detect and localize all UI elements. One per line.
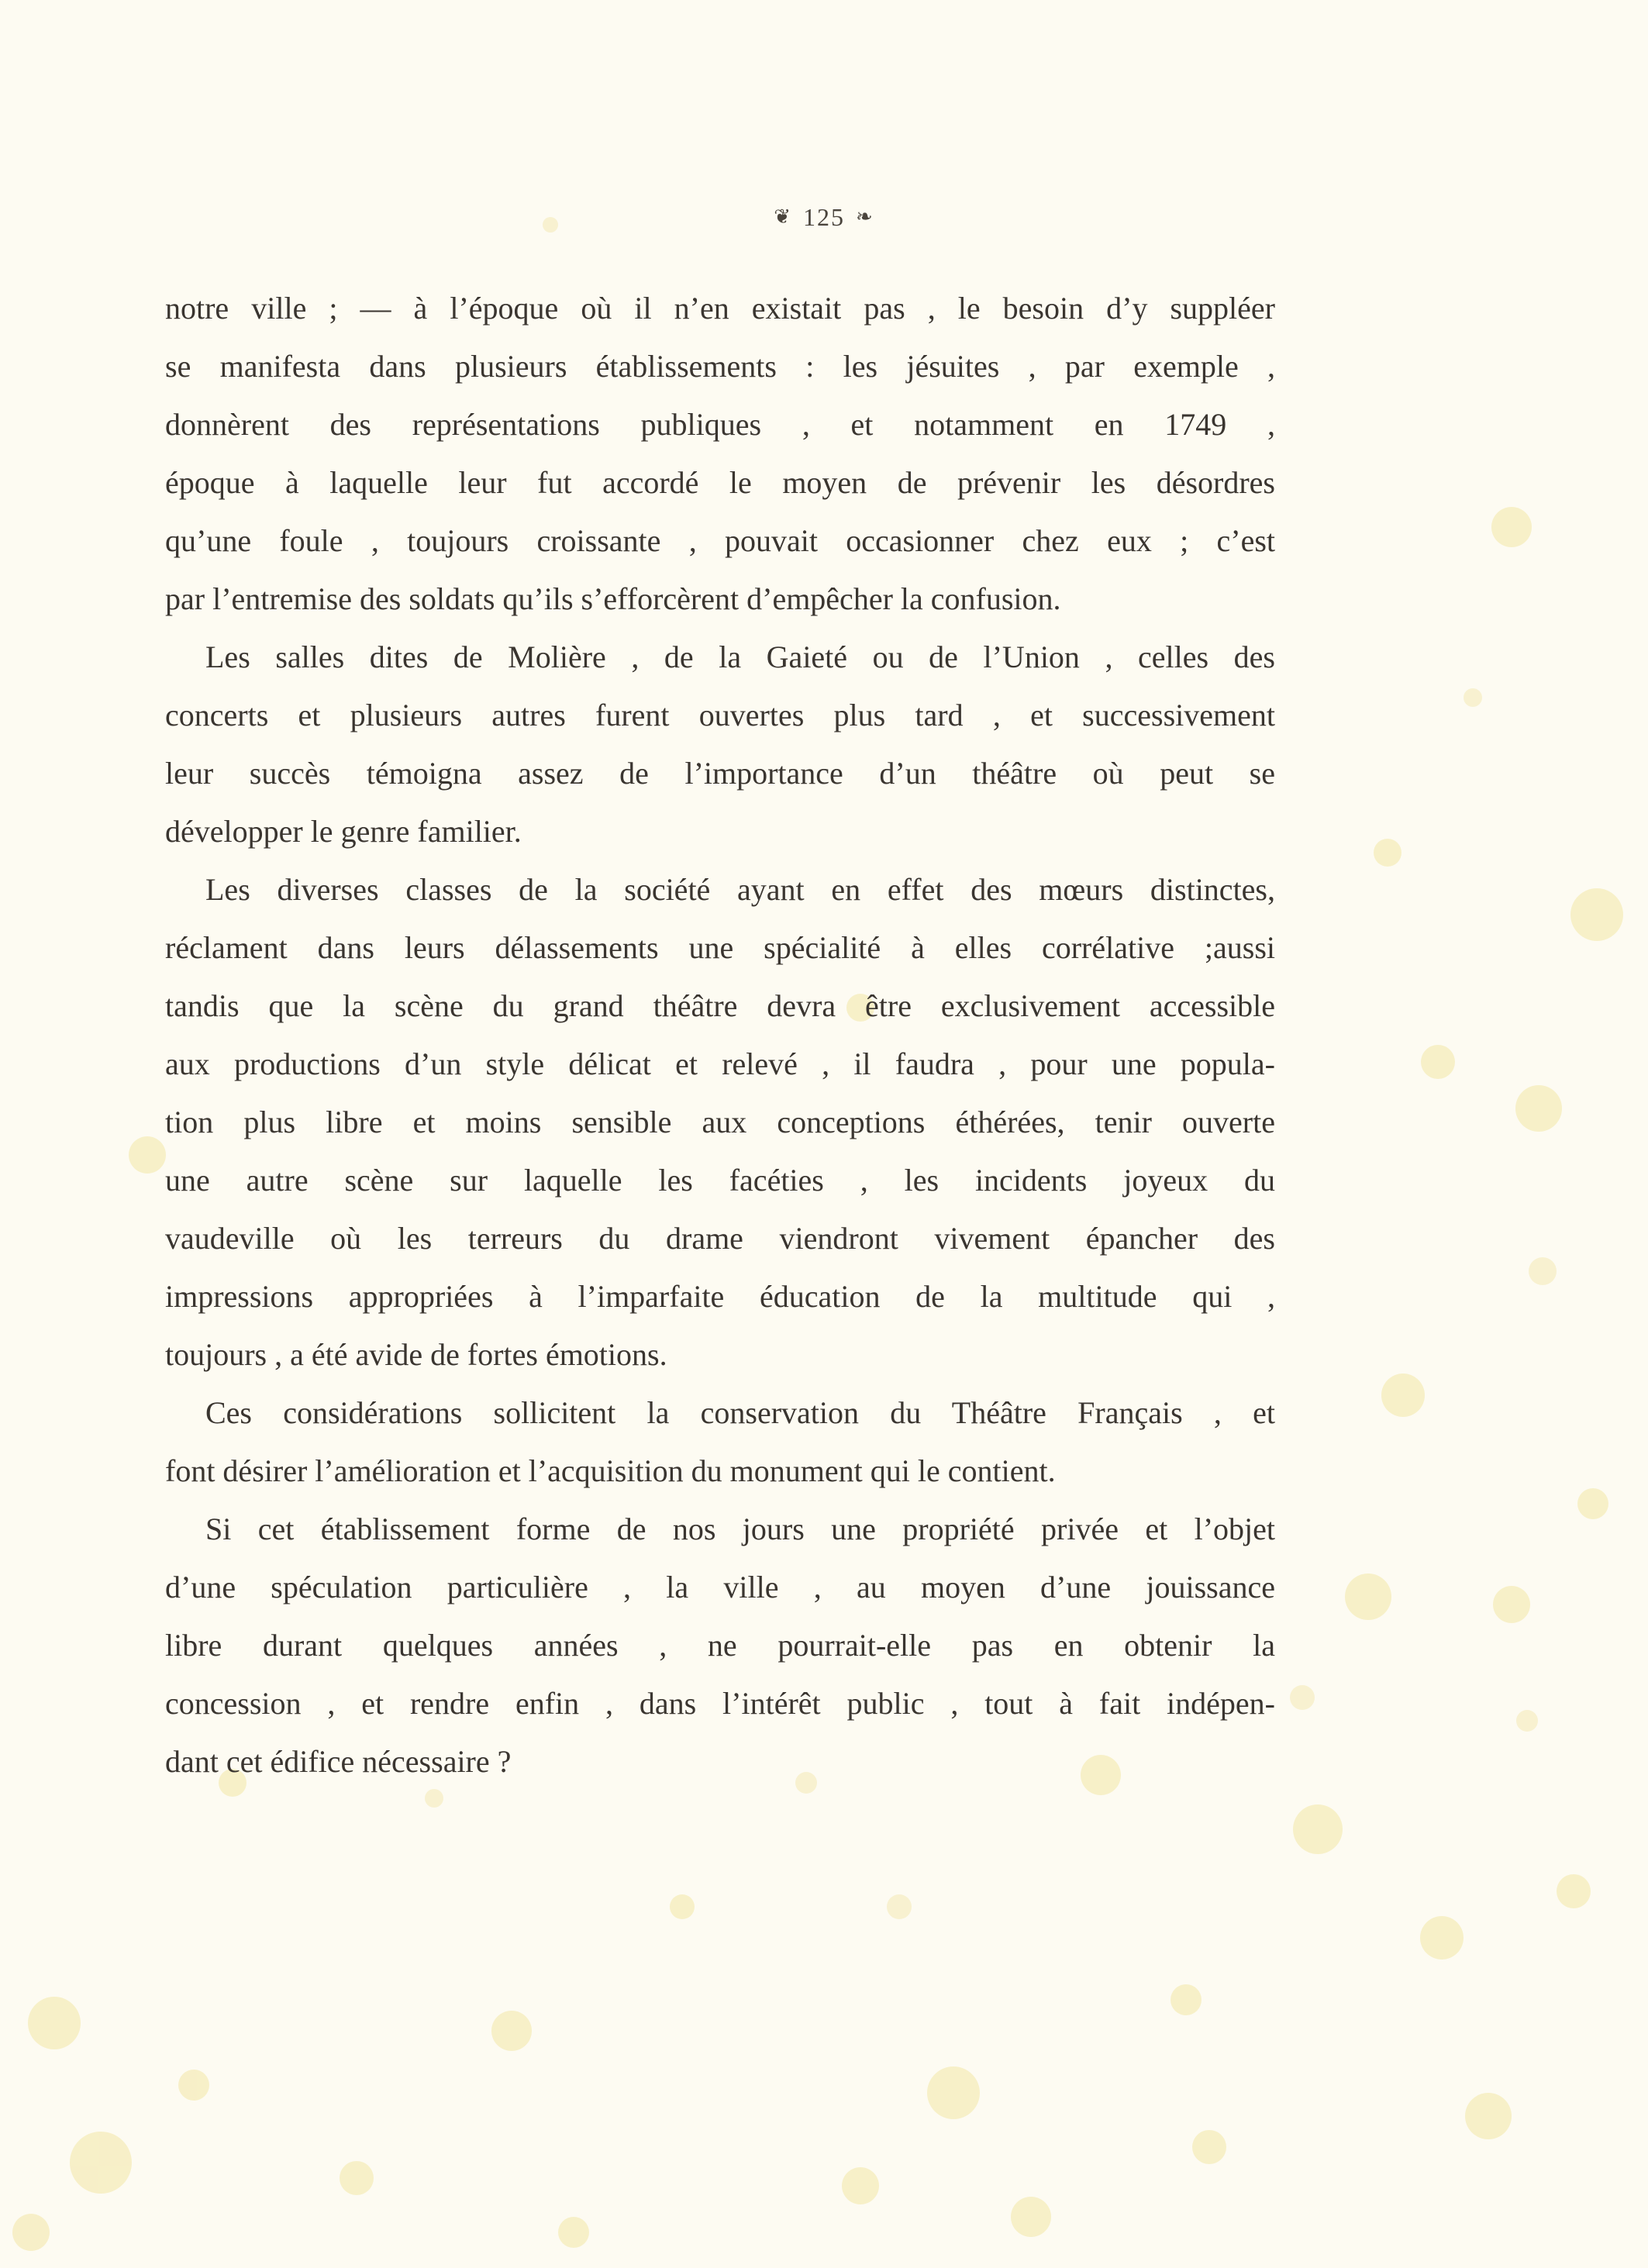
paragraph — [165, 628, 1275, 860]
text-line: se manifesta dans plusieurs établissements : les jésuites , par exemple , — [165, 349, 1275, 384]
text-line: Ces considérations sollicitent la conservation du Théâtre Français , et — [205, 1395, 1275, 1430]
text-line: qu’une foule , toujours croissante , pouvait occasionner chez eux ; c’est — [165, 523, 1275, 558]
text-line: font désirer l’amélioration et l’acquisition du monument qui le contient. — [165, 1453, 1056, 1488]
paragraph — [165, 1384, 1275, 1500]
text-line: Les salles dites de Molière , de la Gaieté ou de l’Union , celles des — [205, 639, 1275, 674]
page-header — [0, 203, 1648, 232]
text-line: par l’entremise des soldats qu’ils s’efforcèrent d’empêcher la confusion. — [165, 581, 1061, 616]
paragraph — [165, 279, 1275, 628]
text-line: tion plus libre et moins sensible aux conceptions éthérées, tenir ouverte — [165, 1105, 1275, 1139]
text-line: tandis que la scène du grand théâtre devra être exclusivement accessible — [165, 988, 1275, 1023]
body-text — [165, 279, 1275, 1791]
text-line: vaudeville où les terreurs du drame viendront vivement épancher des — [165, 1221, 1275, 1256]
text-line: leur succès témoigna assez de l’importance d’un théâtre où peut se — [165, 756, 1275, 791]
text-line: dant cet édifice nécessaire ? — [165, 1744, 512, 1779]
text-line: notre ville ; — à l’époque où il n’en existait pas , le besoin d’y suppléer — [165, 291, 1275, 326]
text-line: Les diverses classes de la société ayant en effet des mœurs distinctes, — [205, 872, 1275, 907]
text-line: époque à laquelle leur fut accordé le moyen de prévenir les désordres — [165, 465, 1275, 500]
text-line: développer le genre familier. — [165, 814, 522, 849]
right-ornament-icon: ❧ — [856, 205, 874, 228]
text-line: aux productions d’un style délicat et relevé , il faudra , pour une popula- — [165, 1046, 1275, 1081]
text-line: d’une spéculation particulière , la ville , au moyen d’une jouissance — [165, 1570, 1275, 1604]
text-line: une autre scène sur laquelle les facéties , les incidents joyeux du — [165, 1163, 1275, 1198]
text-line: impressions appropriées à l’imparfaite éducation de la multitude qui , — [165, 1279, 1275, 1314]
text-line: Si cet établissement forme de nos jours une propriété privée et l’objet — [205, 1511, 1275, 1546]
text-line: toujours , a été avide de fortes émotions. — [165, 1337, 667, 1372]
left-ornament-icon: ❦ — [774, 205, 792, 228]
text-line: concession , et rendre enfin , dans l’intérêt public , tout à fait indépen- — [165, 1686, 1275, 1721]
text-line: concerts et plusieurs autres furent ouvertes plus tard , et successivement — [165, 698, 1275, 732]
text-line: libre durant quelques années , ne pourrait-elle pas en obtenir la — [165, 1628, 1275, 1663]
text-line: donnèrent des représentations publiques , et notamment en 1749 , — [165, 407, 1275, 442]
paragraph — [165, 860, 1275, 1384]
page-number: 125 — [803, 203, 845, 231]
text-line: réclament dans leurs délassements une spécialité à elles corrélative ;aussi — [165, 930, 1275, 965]
paragraph — [165, 1500, 1275, 1791]
